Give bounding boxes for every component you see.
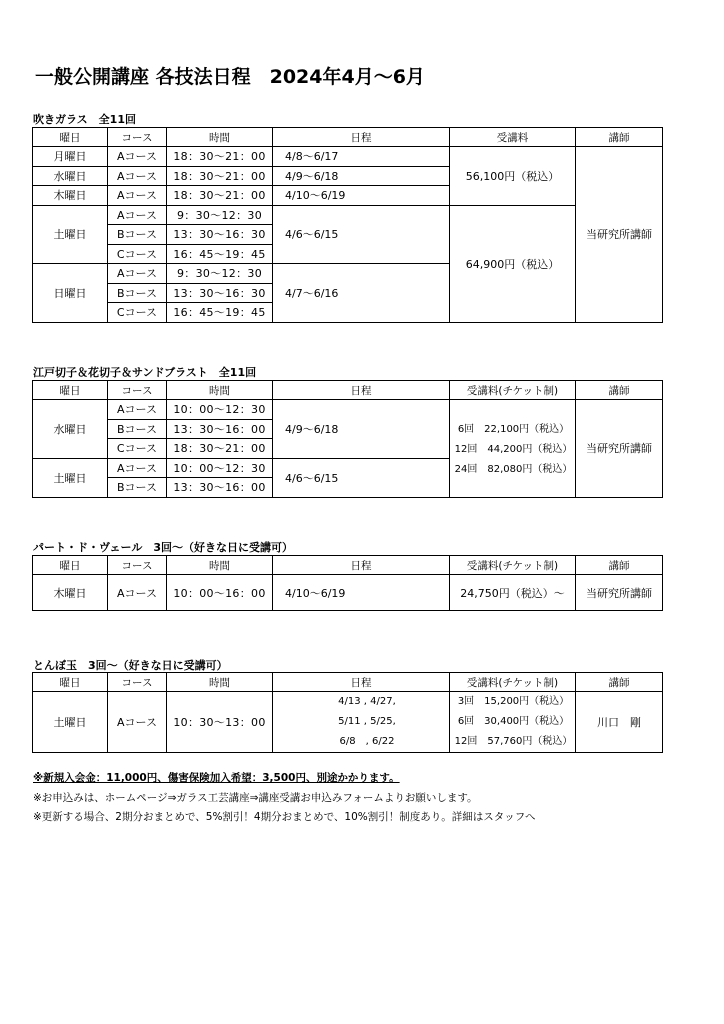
day-cell: 木曜日 xyxy=(33,575,108,611)
section-title-tonbodama: とんぼ玉 3回～（好きな日に受講可） xyxy=(33,659,228,672)
time-cell: 18：30～21：00 xyxy=(167,186,273,206)
note-fees: ※新規入会金：11,000円、傷害保険加入希望：3,500円、別途かかります。 xyxy=(33,772,400,784)
fee-line: 3回 15,200円（税込） xyxy=(457,696,570,707)
header-course: コース xyxy=(108,556,167,575)
pate-de-verre-table xyxy=(32,555,663,611)
time-cell: 10：00～16：00 xyxy=(167,575,273,611)
header-time: 時間 xyxy=(167,556,273,575)
header-instructor: 講師 xyxy=(576,556,663,575)
time-cell: 16：45～19：45 xyxy=(167,244,273,264)
day-cell: 水曜日 xyxy=(33,400,108,459)
fee-line: 6回 30,400円（税込） xyxy=(457,716,570,727)
header-instructor: 講師 xyxy=(576,128,663,147)
header-dates: 日程 xyxy=(273,673,450,692)
instructor-cell: 当研究所講師 xyxy=(576,400,663,498)
dates-cell: 4/10～6/19 xyxy=(273,575,450,611)
header-instructor: 講師 xyxy=(576,381,663,400)
fee-line: 12回 57,760円（税込） xyxy=(454,736,573,747)
section-title-pate-de-verre: パート・ド・ヴェール 3回～（好きな日に受講可） xyxy=(33,541,293,554)
header-dates: 日程 xyxy=(273,381,450,400)
dates-cell: 4/9～6/18 xyxy=(273,166,450,186)
course-cell: Cコース xyxy=(108,303,167,323)
dates-cell: 4/6～6/15 xyxy=(273,458,450,497)
course-cell: Cコース xyxy=(108,244,167,264)
course-cell: Aコース xyxy=(108,692,167,753)
day-cell: 土曜日 xyxy=(33,458,108,497)
course-cell: Aコース xyxy=(108,400,167,420)
course-cell: Aコース xyxy=(108,147,167,167)
header-course: コース xyxy=(108,673,167,692)
header-fee: 受講料(チケット制) xyxy=(450,556,576,575)
fee-line: 6回 22,100円（税込） xyxy=(457,424,570,436)
date-line: 4/13 , 4/27, xyxy=(338,696,396,707)
course-cell: Bコース xyxy=(108,225,167,245)
course-cell: Aコース xyxy=(108,458,167,478)
tonbodama-table xyxy=(32,672,663,753)
fee-cell-weekday: 56,100円（税込） xyxy=(450,147,576,206)
dates-cell: 4/8～6/17 xyxy=(273,147,450,167)
header-course: コース xyxy=(108,128,167,147)
dates-cell xyxy=(273,692,450,753)
course-cell: Aコース xyxy=(108,205,167,225)
header-fee: 受講料 xyxy=(450,128,576,147)
kiriko-table xyxy=(32,380,663,498)
course-cell: Bコース xyxy=(108,283,167,303)
instructor-cell: 当研究所講師 xyxy=(576,575,663,611)
time-cell: 13：30～16：30 xyxy=(167,225,273,245)
page-title: 一般公開講座 各技法日程 2024年4月～6月 xyxy=(35,66,425,88)
fee-line: 12回 44,200円（税込） xyxy=(454,444,573,456)
header-time: 時間 xyxy=(167,673,273,692)
course-cell: Aコース xyxy=(108,575,167,611)
course-cell: Bコース xyxy=(108,478,167,498)
day-cell: 日曜日 xyxy=(33,264,108,323)
time-cell: 13：30～16：00 xyxy=(167,419,273,439)
fee-line: 24回 82,080円（税込） xyxy=(454,464,573,476)
dates-cell: 4/10～6/19 xyxy=(273,186,450,206)
time-cell: 10：00～12：30 xyxy=(167,458,273,478)
course-cell: Aコース xyxy=(108,166,167,186)
time-cell: 18：30～21：00 xyxy=(167,166,273,186)
time-cell: 13：30～16：30 xyxy=(167,283,273,303)
note-discount: ※更新する場合、2期分おまとめで、5%割引！4期分おまとめで、10%割引！制度あり。詳細はスタッフへ xyxy=(33,811,536,823)
header-fee: 受講料(チケット制) xyxy=(450,673,576,692)
time-cell: 18：30～21：00 xyxy=(167,439,273,459)
header-day: 曜日 xyxy=(33,556,108,575)
section-title-glassblowing: 吹きガラス 全11回 xyxy=(33,113,136,126)
header-time: 時間 xyxy=(167,128,273,147)
header-time: 時間 xyxy=(167,381,273,400)
fee-cell: 24,750円（税込）～ xyxy=(450,575,576,611)
dates-cell: 4/6～6/15 xyxy=(273,205,450,264)
header-dates: 日程 xyxy=(273,556,450,575)
header-course: コース xyxy=(108,381,167,400)
instructor-cell: 川口 剛 xyxy=(576,692,663,753)
course-cell: Cコース xyxy=(108,439,167,459)
header-day: 曜日 xyxy=(33,381,108,400)
fee-cell xyxy=(450,692,576,753)
day-cell: 土曜日 xyxy=(33,692,108,753)
header-day: 曜日 xyxy=(33,673,108,692)
course-cell: Bコース xyxy=(108,419,167,439)
day-cell: 月曜日 xyxy=(33,147,108,167)
dates-cell: 4/9～6/18 xyxy=(273,400,450,459)
day-cell: 水曜日 xyxy=(33,166,108,186)
date-line: 6/8 , 6/22 xyxy=(339,736,395,747)
time-cell: 9：30～12：30 xyxy=(167,264,273,284)
fee-cell-weekend: 64,900円（税込） xyxy=(450,205,576,322)
time-cell: 9：30～12：30 xyxy=(167,205,273,225)
time-cell: 16：45～19：45 xyxy=(167,303,273,323)
glassblowing-table xyxy=(32,127,663,323)
day-cell: 土曜日 xyxy=(33,205,108,264)
instructor-cell: 当研究所講師 xyxy=(576,147,663,323)
course-cell: Aコース xyxy=(108,186,167,206)
dates-cell: 4/7～6/16 xyxy=(273,264,450,323)
course-cell: Aコース xyxy=(108,264,167,284)
time-cell: 10：30～13：00 xyxy=(167,692,273,753)
section-title-kiriko: 江戸切子＆花切子＆サンドブラスト 全11回 xyxy=(33,366,257,379)
date-line: 5/11 , 5/25, xyxy=(338,716,396,727)
time-cell: 13：30～16：00 xyxy=(167,478,273,498)
header-fee: 受講料(チケット制) xyxy=(450,381,576,400)
day-cell: 木曜日 xyxy=(33,186,108,206)
header-instructor: 講師 xyxy=(576,673,663,692)
time-cell: 18：30～21：00 xyxy=(167,147,273,167)
header-dates: 日程 xyxy=(273,128,450,147)
note-application: ※お申込みは、ホームページ⇒ガラス工芸講座⇒講座受講お申込みフォームよりお願いします。 xyxy=(33,792,478,804)
time-cell: 10：00～12：30 xyxy=(167,400,273,420)
header-day: 曜日 xyxy=(33,128,108,147)
fee-cell xyxy=(450,400,576,498)
